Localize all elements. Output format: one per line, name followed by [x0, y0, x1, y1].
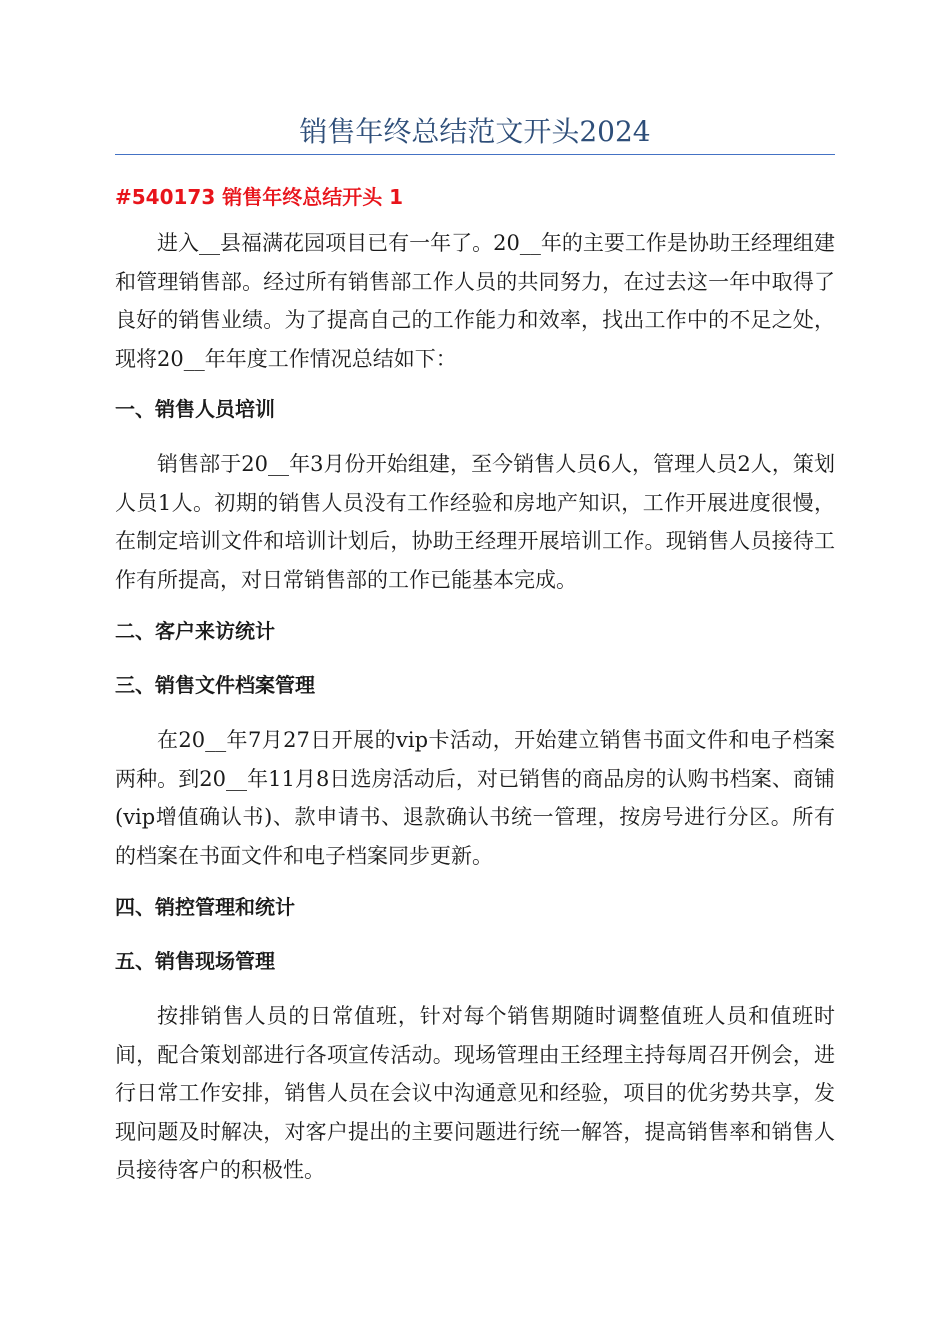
section-heading-training: 一、销售人员培训 [115, 397, 275, 421]
article-subtitle: #540173 销售年终总结开头 1 [115, 185, 404, 209]
section-heading-visits: 二、客户来访统计 [115, 619, 275, 643]
title-underline [115, 154, 835, 155]
section-heading-sales-control: 四、销控管理和统计 [115, 895, 295, 919]
section-heading-archives: 三、销售文件档案管理 [115, 673, 315, 697]
section-heading-onsite: 五、销售现场管理 [115, 949, 275, 973]
section-body-onsite: 按排销售人员的日常值班，针对每个销售期随时调整值班人员和值班时间，配合策划部进行各项宣传活动。现场管理由王经理主持每周召开例会，进行日常工作安排，销售人员在会议中沟通意见和经验，项目的优劣势共享，发现问题及时解决，对客户提出的主要问题进行统一解答，提高销售率和销售人员接待客户的积极性。 [115, 1004, 835, 1182]
section-body-training: 销售部于20__年3月份开始组建，至今销售人员6人，管理人员2人，策划人员1人。初期的销售人员没有工作经验和房地产知识，工作开展进度很慢，在制定培训文件和培训计划后，协助王经理开展培训工作。现销售人员接待工作有所提高，对日常销售部的工作已能基本完成。 [115, 452, 835, 592]
document-title: 销售年终总结范文开头2024 [299, 115, 651, 148]
section-body-archives: 在20__年7月27日开展的vip卡活动，开始建立销售书面文件和电子档案两种。到20__年11月8日选房活动后，对已销售的商品房的认购书档案、商铺(vip增值确认书)、款申请书、退款确认书统一管理，按房号进行分区。所有的档案在书面文件和电子档案同步更新。 [115, 728, 835, 868]
intro-paragraph: 进入__县福满花园项目已有一年了。20__年的主要工作是协助王经理组建和管理销售部。经过所有销售部工作人员的共同努力，在过去这一年中取得了良好的销售业绩。为了提高自己的工作能力和效率，找出工作中的不足之处，现将20__年年度工作情况总结如下： [115, 231, 835, 371]
